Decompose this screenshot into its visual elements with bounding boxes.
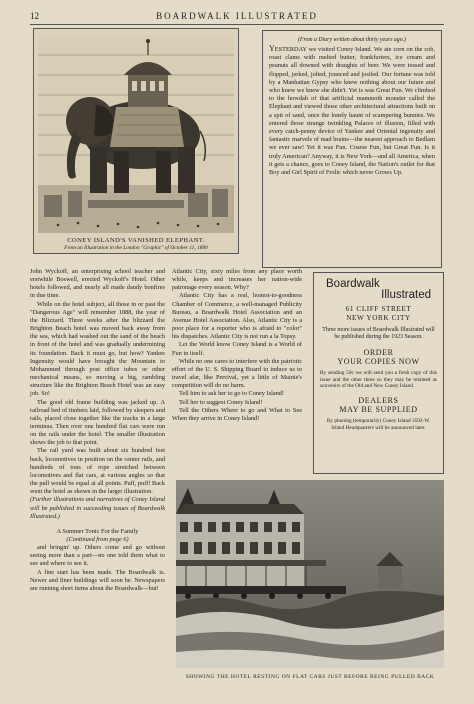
article-paragraph: Tell her to suggest Coney Island!: [179, 398, 263, 406]
ad-order-heading-1: ORDER: [363, 347, 394, 357]
article-paragraph: A fine start has been made. The Boardwalk is. Newer and finer buildings will soon be. Newspapers are running short items about the Boardwalk—but!: [30, 568, 165, 592]
ad-dealers-note: By phoning (temporarily) Coney Island 3592-W. Island Headquarters will be announced later.: [326, 418, 431, 431]
hotel-photo: [176, 480, 444, 668]
article-paragraph: and bringin' up. Others come and go without seeing more than a part—no one told them what to see and where to see it.: [30, 544, 165, 568]
elephant-illustration-panel: [33, 28, 239, 254]
subscription-ad: [313, 272, 444, 474]
ad-dealers-heading-2: MAY BE SUPPLIED: [339, 404, 418, 414]
article-paragraph: Tell him to ask her to go to Coney Island!: [179, 390, 285, 398]
page-number: 12: [30, 11, 39, 21]
article-paragraph: The good old frame building was jacked up. A railroad bed of timbers laid, followed by sleepers and rails, placed close together like the tracks in a large terminus. Then over one hundred flat cars were run on the rails under the hotel. The smaller illustration shows the job to that point.: [30, 398, 165, 447]
publication-title: BOARDWALK ILLUSTRATED: [156, 11, 318, 21]
ad-order-note: By sending 50c we will send you a fresh copy of this issue and the other three so they may be retained as souvenirs of the Old and New Coney Island.: [320, 370, 437, 390]
article-paragraph: John Wyckoff, an enterprising school teacher and erstwhile Boswell, erected Wyckoff's Hotel. Other hotels followed, and nearly all made dandy bonfires in due time.: [30, 268, 165, 300]
elephant-illustration: [38, 35, 234, 233]
ad-issues-note: Three more issues of Boardwalk Illustrated will be published during the 1923 Season.: [322, 327, 435, 341]
article-column-1: [30, 268, 165, 688]
article-paragraph: While on the hotel subject, all those in or past the "Dangerous Age" will remember 1888, the year of the Blizzard. Three weeks after the blizzard the Brighton Beach hotel was moved back away from the sea, which had washed out the sand of the beach in front of the hotel and was gradually undermining its foundation. Back it must go, but how? Yankee Ingenuity would have brought the Mountain to Mohammed through post office tubes or other mechanical means, so moving a big, rambling structure like the Brighton Beach Hotel was an easy job. So!: [30, 300, 165, 398]
ad-address-1: 61 CLIFF STREET: [345, 305, 412, 313]
ad-brand-line-2: Illustrated: [381, 289, 431, 301]
hotel-photo-caption: SHOWING THE HOTEL RESTING ON FLAT CARS JUST BEFORE BEING PULLED BACK: [185, 674, 435, 680]
article-paragraph: While no one cares to interfere with the patriotic effort of the U. S. Shipping Board to induce us to travel afar, like Percival, yet a little of Mainie's competition will do no harm.: [172, 357, 302, 390]
diary-note: (From a Diary written about thirty years ago.): [298, 37, 406, 43]
ad-address-2: NEW YORK CITY: [346, 314, 411, 322]
tonic-continued: (Continued from page 6): [66, 536, 129, 543]
elephant-caption: CONEY ISLAND'S VANISHED ELEPHANT.: [67, 237, 205, 244]
article-paragraph: The rail yard was built about six hundred feet back, locomotives in position on the center rails, and hundreds of tons of rope stretched between locomotives and flat cars, at various angles so that the pull would be equal at all points. Puff, puff! Back went the hotel as shown in the larger illustration.: [30, 447, 165, 496]
ad-brand-line-1: Boardwalk: [326, 278, 380, 290]
page-header: [30, 10, 444, 24]
diary-drop-cap: Y: [269, 44, 275, 53]
article-column-2: [172, 268, 302, 478]
header-rule: [30, 24, 444, 25]
article-paragraph: Atlantic City, sixty miles from any place worth while, keeps and increases her nation-wide patronage every season. Why?: [172, 268, 302, 292]
diary-text: [269, 45, 435, 177]
ad-order-heading-2: YOUR COPIES NOW: [337, 356, 420, 366]
article-italic-note: (Further illustrations and narratives of Coney Island will be published in succeeding issues of Boardwalk Illustrated.): [30, 496, 165, 520]
tonic-title: A Summer Tonic For the Family: [56, 527, 139, 535]
article-paragraph: Tell the Others Where to go and What to See When they arrive in Coney Island!: [172, 406, 302, 422]
article-paragraph: Let the World know Coney Island is a World of Fun in itself.: [172, 341, 302, 357]
article-paragraph: Atlantic City has a real, honest-to-goodness Chamber of Commerce, a well-managed Publicity Bureau, a Boardwalk Hotel Association and an Avenue Hotel Association. Also, Atlantic City is a poor place for a reporter who is afraid to "color" his dispatches. Atlantic City is not run a la Topsy.: [172, 292, 302, 341]
ad-dealers-heading-1: DEALERS: [358, 395, 399, 405]
diary-body: ESTERDAY we visited Coney Island. We ate corn on the cob, roast clams with melted butter, frankfurters, ice cream and peanuts all downed with draughts of beer. We were tossed and flopped, jerked, jolted, jounced and jostled. Our fortune was told by a Manhattan Gypsy who knew nothing about our future and who knew we knew she didn't. Yet is was Great Fun. We climbed to the howdah of that artificial mammoth monster called the Elephant and viewed those other architectural attractions built on a spit of sand, once the lonely haunt of scampering bunnies. We entered those strange twinkling Palaces of illusion, filled with every catch-penny device of Yankee and Oriental ingenuity and fantastic marvels of mad brains—the nearest approach to Bedlam we ever saw! Yet it was Fun. Coarse Fun, but Great Fun. Is it truly American? Anyway, it is New York—and all America, when it gets a chance, goes to Coney Island, the Nation's outlet for that Boy and Girl Spirit of Frolic which never Grows Up.: [269, 46, 435, 177]
elephant-credit: From an Illustration in the London "Graphic" of October 11, 1890: [64, 245, 208, 251]
diary-box: [262, 30, 442, 268]
hotel-photo-image: [176, 480, 444, 668]
